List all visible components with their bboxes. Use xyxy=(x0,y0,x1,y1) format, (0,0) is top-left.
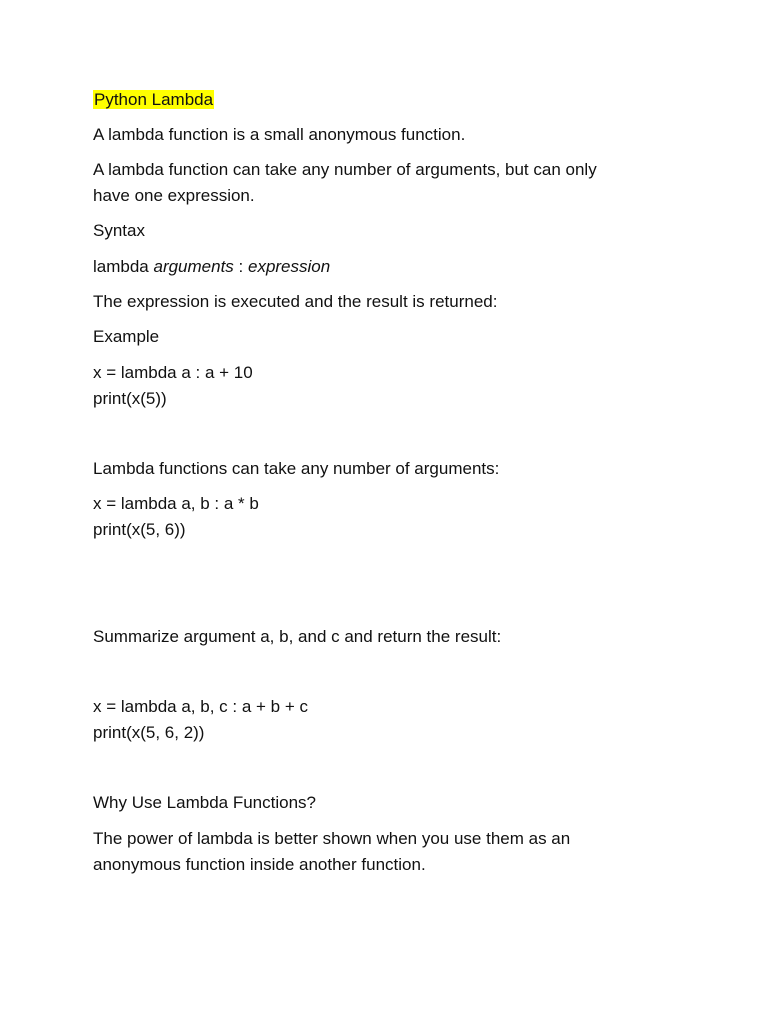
syntax-separator: : xyxy=(233,257,248,276)
syntax-expression: expression xyxy=(247,257,331,276)
intro-paragraph-2-line-1: A lambda function can take any number of arguments, but can only xyxy=(93,160,597,179)
summarize-text: Summarize argument a, b, and c and return the result: xyxy=(93,627,502,646)
example3-code-line-1: x = lambda a, b, c : a + b + c xyxy=(93,697,308,716)
syntax-heading: Syntax xyxy=(93,221,145,240)
why-paragraph-line-2: anonymous function inside another function. xyxy=(93,855,426,874)
intro-paragraph-2-line-2: have one expression. xyxy=(93,186,255,205)
title-highlight: Python Lambda xyxy=(94,90,214,109)
example3-code-line-2: print(x(5, 6, 2)) xyxy=(93,723,205,742)
multi-args-text: Lambda functions can take any number of arguments: xyxy=(93,459,500,478)
example1-code-line-1: x = lambda a : a + 10 xyxy=(93,363,253,382)
intro-paragraph-1: A lambda function is a small anonymous function. xyxy=(93,125,466,144)
why-heading: Why Use Lambda Functions? xyxy=(93,793,316,812)
document-title xyxy=(93,87,214,113)
syntax-arguments: arguments xyxy=(153,257,234,276)
expression-note: The expression is executed and the result is returned: xyxy=(93,292,498,311)
example2-code-line-2: print(x(5, 6)) xyxy=(93,520,186,539)
syntax-keyword: lambda xyxy=(93,257,154,276)
why-paragraph-line-1: The power of lambda is better shown when you use them as an xyxy=(93,829,571,848)
example2-code-line-1: x = lambda a, b : a * b xyxy=(93,494,259,513)
example1-code-line-2: print(x(5)) xyxy=(93,389,167,408)
syntax-line xyxy=(93,254,330,280)
example-heading: Example xyxy=(93,327,160,346)
